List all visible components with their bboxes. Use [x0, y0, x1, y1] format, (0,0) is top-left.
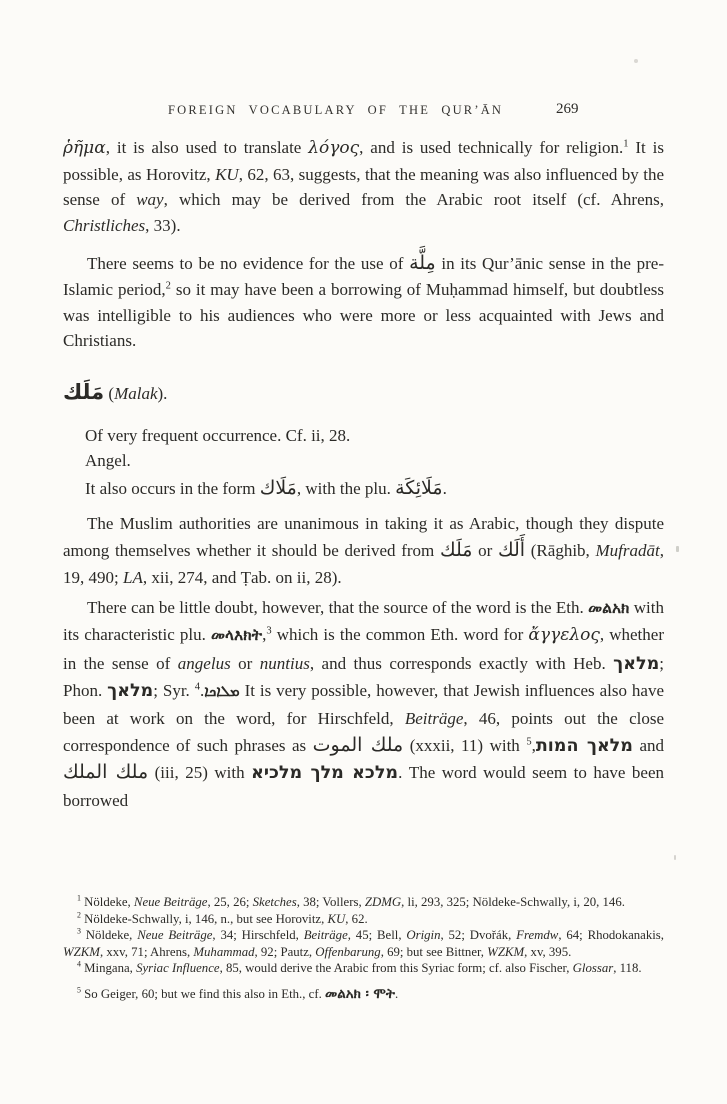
entry-forms-line: It also occurs in the form مَلَاك, with the plu. مَلَائِكَة. [85, 476, 447, 499]
paragraph-muslim-authorities: The Muslim authorities are unanimous in taking it as Arabic, though they dispute among themselves whether it should be derived from مَلَك or أَلَك (Rāghib, Mufradāt, 19, 490; LA, xii, 274, and Ṭab. on ii, 28). [63, 513, 664, 587]
footnote-1: $^1$ Nöldeke, Neue Beiträge, 25, 26; Sketches, 38; Vollers, ZDMG, li, 293, 325; Nöldeke-Schwally, i, 20, 146. [77, 893, 625, 909]
scan-speck [676, 546, 679, 552]
running-header [0, 101, 727, 123]
paragraph-continuation: ῥῆμα, it is also used to translate λόγος, and is used technically for religion.$^1$ It is possible, as Horovitz, KU, 62, 63, suggests, that the meaning was also influenced by the sense of way, which may be derived from the Arabic root itself (cf. Ahrens, Christliches, 33). [63, 138, 664, 235]
paragraph-etymology: There can be little doubt, however, that the source of the word is the Eth. መልአክ with its characteristic plu. መላእክት,$^3$ which is the common Eth. word for ἄγγελος, whether in the sense of angelus or nuntius, and thus corresponds exactly with Heb. מלאך; Phon. מלאך; Syr. ܡܠܐܟܐ.$^4$ It is very possible, however, that Jewish influences also have been at work on the word, for Hirschfeld, Beiträge, 46, points out the close correspondence of such phrases as ملك الموت (xxxii, 11) with מלאך המות,$^5$ and ملك الملك (iii, 25) with מלכא מלך מלכיא. The word would seem to have been borrowed [63, 597, 665, 810]
footnote-4: $^4$ Mingana, Syriac Influence, 85, would derive the Arabic from this Syriac form; cf. also Fischer, Glossar, 118. [77, 960, 642, 976]
entry-gloss-line: Angel. [85, 451, 131, 471]
scan-speck [634, 59, 638, 63]
page-body [63, 135, 664, 814]
page-number: 269 [556, 101, 579, 117]
footnote-3: $^3$ Nöldeke, Neue Beiträge, 34; Hirschfeld, Beiträge, 45; Bell, Origin, 52; Dvořák, Fremdw, 64; Rhodokanakis, WZKM, xxv, 71; Ahrens, Muhammad, 92; Pautz, Offenbarung, 69; but see Bittner, WZKM, xv, 395. [63, 926, 664, 959]
entry-frequency-line: Of very frequent occurrence. Cf. ii, 28. [85, 425, 351, 445]
footnote-5: $^5$ So Geiger, 60; but we find this also in Eth., cf. መልአክ ፡ ሞት. [77, 985, 399, 1002]
running-title: FOREIGN VOCABULARY OF THE QUR’ĀN [168, 103, 504, 117]
entry-heading: مَلَك (Malak). [63, 379, 168, 404]
footnote-2: $^2$ Nöldeke-Schwally, i, 146, n., but see Horovitz, KU, 62. [77, 910, 368, 926]
footnotes-block [63, 894, 664, 1003]
paragraph-milla: There seems to be no evidence for the use of مِلَّة in its Qur’ānic sense in the pre-Islamic period,$^2$ so it may have been a borrowing of Muḥammad himself, but doubtless was intelligible to his audiences who were more or less acquainted with Jews and Christians. [63, 252, 664, 351]
scan-speck [674, 855, 676, 860]
